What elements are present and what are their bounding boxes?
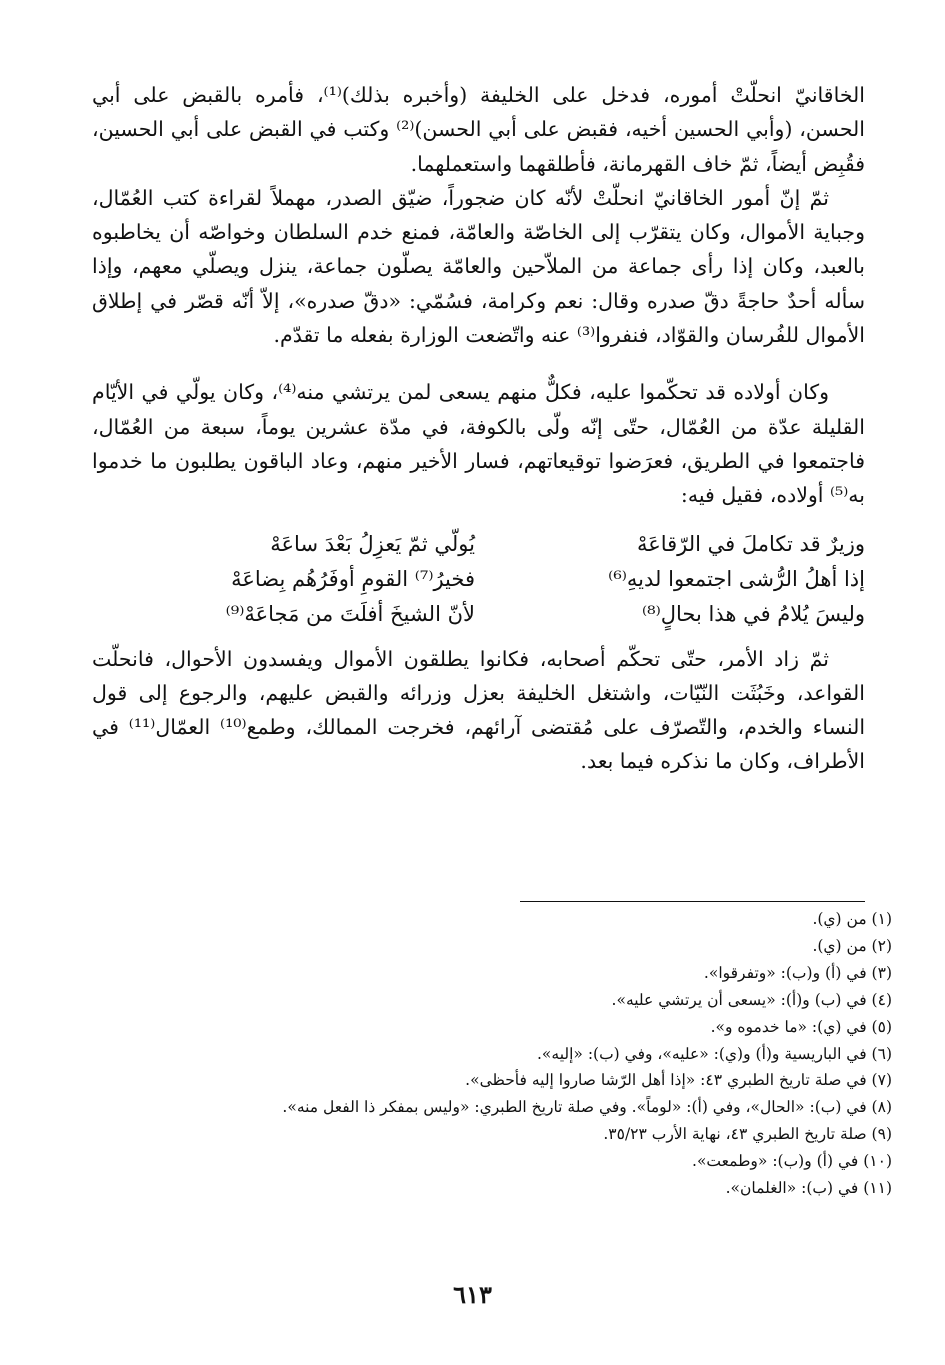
paragraph-4: ثمّ زاد الأمر، حتّى تحكّم أصحابه، فكانوا يطلقون الأموال ويفسدون الأحوال، فانحلّت القواعد، وخَبُثَت النّيّات، واشتغل الخليفة بعزل وزرائه والقبض عليهم، والرجوع إلى قول النساء والخدم، والتّصرّف على مُقتضى آرائهم، فخرجت الممالك، وطمع⁽¹⁰⁾ العمّال⁽¹¹⁾ في الأطراف، وكان ما نذكره فيما بعد.: [92, 646, 866, 774]
footnote: (٦) في الباريسية و(أ) و(ي): «عليه»، وفي (ب): «إليه».: [536, 1044, 892, 1063]
footnote: (١٠) في (أ) و(ب): «وطمعت».: [692, 1152, 892, 1171]
poem-hemistich: وزيرٌ قد تكاملَ في الرّقاعَهْ: [636, 531, 865, 556]
paragraph-2: ثمّ إنّ أمور الخاقانيّ انحلّتْ لأنّه كان ضجوراً، ضيّق الصدر، مهملاً لقراءة كتب العُمّال، وجباية الأموال، وكان يتقرّب إلى الخاصّة والعامّة، فمنع خدم السلطان وخواصّه أن يخاطبوه بالعبد، وكان إذا رأى جماعة من الملاّحين والعامّة يصلّون جماعة، ينزل ويصلّي معهم، وإذا سأله أحدٌ حاجةً دقّ صدره وقال: نعم وكرامة، فسُمّي: «دقّ صدره»، إلاّ أنّه قصّر في إطلاق الأموال للفُرسان والقوّاد، فنفروا⁽³⁾ عنه واتّضعت الوزارة بفعله ما تقدّم.: [92, 185, 865, 348]
poem-hemistich: وليسَ يُلامُ في هذا بحالٍ⁽⁸⁾: [641, 601, 865, 626]
poem-line-3: [92, 597, 865, 632]
poem-line-1: [92, 527, 865, 562]
footnote: (٩) صلة تاريخ الطبري ٤٣، نهاية الأرب ٣٥/٢٣.: [603, 1125, 892, 1144]
paragraph-1: الخاقانيّ انحلّتْ أموره، فدخل على الخليفة (وأخبره بذلك)⁽¹⁾، فأمره بالقبض على أبي الحسن، (وأبي الحسين أخيه، فقبض على أبي الحسن)⁽²⁾ وكتب في القبض على أبي الحسين، فقُبِض أيضاً، ثمّ خاف القهرمانة، فأطلقهما واستعملهما.: [92, 83, 865, 176]
footnote: (٨) في (ب): «الحال»، وفي (أ): «لوماً». وفي صلة تاريخ الطبري: «وليس بمفكر ذا الفعل منه».: [282, 1098, 892, 1117]
paragraph-3: وكان أولاده قد تحكّموا عليه، فكلٌّ منهم يسعى لمن يرتشي منه⁽⁴⁾، وكان يولّي في الأيّام القليلة عدّة من العُمّال، حتّى إنّه ولّى بالكوفة، في مدّة عشرين يوماً، سبعة من العُمّال، فاجتمعوا في الطريق، فعرَضوا توقيعاتهم، فسار الأخير منهم، وعاد الباقون يطلبون ما خدموا به⁽⁵⁾ أولاده، فقيل فيه:: [92, 380, 865, 508]
poem-hemistich: لأنّ الشيخَ أفلَتَ من مَجاعَهْ⁽⁹⁾: [225, 601, 475, 626]
footnote: (٢) من (ي).: [812, 936, 892, 955]
footnote: (١) من (ي).: [812, 910, 892, 928]
footnote: (٣) في (أ) و(ب): «وتفرقوا».: [703, 963, 892, 982]
poem-hemistich: إذا أهلُ الرُّشى اجتمعوا لديهِ⁽⁶⁾: [608, 566, 865, 591]
page-number: ٦١٣: [453, 1280, 492, 1309]
main-text: [92, 78, 865, 779]
footnote: (٥) في (ي): «ما خدموه و».: [710, 1017, 892, 1036]
footnote: (٤) في (ب) و(أ): «يسعى أن يرتشي عليه».: [611, 990, 892, 1009]
footnote: (١١) في (ب): «الغلمان».: [725, 1179, 892, 1198]
poem-line-2: [92, 562, 865, 597]
footnote: (٧) في صلة تاريخ الطبري ٤٣: «إذا أهل الرّشا صاروا إليه فأحظى».: [465, 1071, 892, 1090]
poem: [92, 527, 865, 632]
poem-hemistich: فخيرُ⁽⁷⁾ القومِ أوفَرُهُم بِضاعَهْ: [231, 566, 475, 591]
footnote-divider: [520, 901, 865, 902]
footnotes: [150, 906, 892, 1202]
poem-hemistich: يُولّي ثمّ يَعزِلُ بَعْدَ ساعَهْ: [270, 531, 475, 556]
